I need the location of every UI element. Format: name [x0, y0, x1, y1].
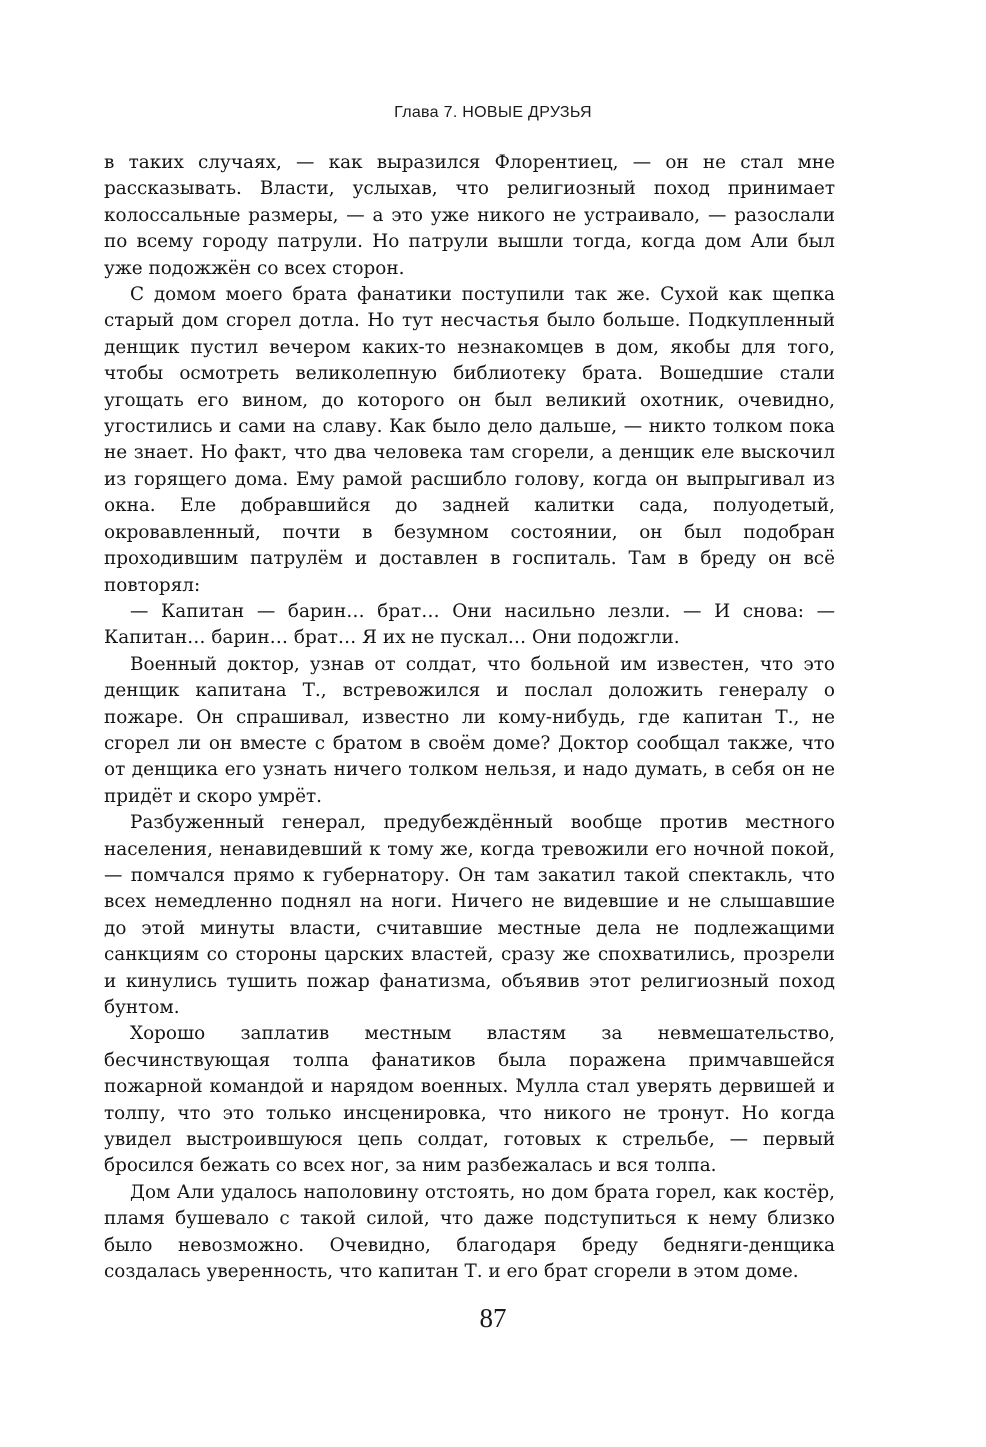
paragraph: Дом Али удалось наполовину отстоять, но дом брата горел, как костёр, пламя бушевало с такой силой, что даже подступиться к нему близко было невозможно. Очевидно, благодаря бреду бедняги-денщика создалась уверенность, что капитан Т. и его брат сгорели в этом доме. — [104, 1181, 835, 1283]
body-text — [104, 150, 835, 1285]
paragraph: Хорошо заплатив местным властям за невмешательство, бесчинствующая толпа фанатиков была поражена примчавшейся пожарной командой и нарядом военных. Мулла стал уверять дервишей и толпу, что это только инсценировка, что никого не тронут. Но когда увидел выстроившуюся цепь солдат, готовых к стрельбе, — первый бросился бежать со всех ног, за ним разбежалась и вся толпа. — [104, 1023, 835, 1177]
page-number: 87 — [479, 1303, 507, 1333]
paragraph: Военный доктор, узнав от солдат, что больной им известен, что это денщик капитана Т., встревожился и послал доложить генералу о пожаре. Он спрашивал, известно ли кому-нибудь, где капитан Т., не сгорел ли он вместе с братом в своём доме? Доктор сообщал также, что от денщика его узнать ничего толком нельзя, и надо думать, в себя он не придёт и скоро умрёт. — [104, 653, 835, 807]
paragraph: Разбуженный генерал, предубеждённый вообще против местного населения, ненавидевший к тому же, когда тревожили его ночной покой, — помчался прямо к губернатору. Он там закатил такой спектакль, что всех немедленно поднял на ноги. Ничего не видевшие и не слышавшие до этой минуты власти, считавшие местные дела не подлежащими санкциям со стороны царских властей, сразу же спохватились, прозрели и кинулись тушить пожар фанатизма, объявив этот религиозный поход бунтом. — [104, 812, 835, 1018]
paragraph: С домом моего брата фанатики поступили так же. Сухой как щепка старый дом сгорел дотла. Но тут несчастья было больше. Подкупленный денщик пустил вечером каких-то незнакомцев в дом, якобы для того, чтобы осмотреть великолепную библиотеку брата. Вошедшие стали угощать его вином, до которого он был великий охотник, очевидно, угостились и сами на славу. Как было дело дальше, — никто толком пока не знает. Но факт, что два человека там сгорели, а денщик еле выскочил из горящего дома. Ему рамой расшибло голову, когда он выпрыгивал из окна. Еле добравшийся до задней калитки сада, полуодетый, окровавленный, почти в безумном состоянии, он был подобран проходившим патрулём и доставлен в госпиталь. Там в бреду он всё повторял: — [104, 284, 835, 596]
paragraph-dialogue: — Капитан — барин… брат… Они насильно лезли. — И снова: — Капитан… барин… брат… Я их не пускал… Они подожгли. — [104, 600, 835, 649]
paragraph-continued: в таких случаях, — как выразился Флорентиец, — он не стал мне рассказывать. Власти, услыхав, что религиозный поход принимает колоссальные размеры, — а это уже никого не устраивало, — разослали по всему городу патрули. Но патрули вышли тогда, когда дом Али был уже подожжён со всех сторон. — [104, 152, 835, 279]
running-head: Глава 7. НОВЫЕ ДРУЗЬЯ — [394, 104, 592, 121]
